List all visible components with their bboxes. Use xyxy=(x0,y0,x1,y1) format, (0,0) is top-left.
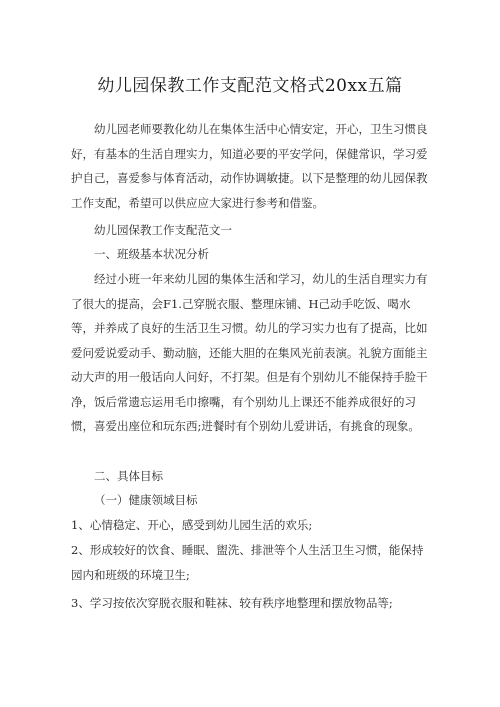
heading-health-goals: （一）健康领域目标 xyxy=(94,493,198,507)
goal-item-2-text: 2、形成较好的饮食、睡眠、盥洗、排泄等个人生活卫生习惯，能保持园内和班级的环境卫生; xyxy=(71,543,424,582)
goal-item-3-text: 3、学习按依次穿脱衣服和鞋袜、较有秩序地整理和摆放物品等; xyxy=(71,596,393,610)
goal-item-3 xyxy=(71,591,433,616)
intro-text: 幼儿园老师要教化幼儿在集体生活中心情安定，开心，卫生习惯良好，有基本的生活自理实力，知道必要的平安学问，保健常识，学习爱护自己，喜爱参与体育活动，动作协调敏捷。以下是整理的幼儿园保教工作支配，希望可以供应应大家进行参考和借鉴。 xyxy=(71,122,428,210)
analysis-paragraph xyxy=(71,267,433,439)
analysis-text: 经过小班一年来幼儿园的集体生活和学习，幼儿的生活自理实力有了很大的提高，会F1.己穿脱衣服、整理床铺、H己动手吃饭、喝水等，并养成了良好的生活卫生习惯。幼儿的学习实力也有了提高，比如爱问爱说爱动手、勤动脑，还能大胆的在集风光前表演。礼貌方面能主动大声的用一般话向人问好，不打架。但是有个别幼儿不能保持手脸干净，饭后常遗忘运用毛巾擦嘴，有个别幼儿上课还不能养成很好的习惯，喜爱出座位和玩东西;进餐时有个别幼儿爱讲话，有挑食的现象。 xyxy=(71,272,428,433)
document-title: 幼儿园保教工作支配范文格式20xx五篇 xyxy=(97,76,403,96)
goal-item-2 xyxy=(71,538,433,587)
heading-class-analysis: 一、班级基本状况分析 xyxy=(94,247,209,261)
heading-specific-goals: 二、具体目标 xyxy=(94,469,163,483)
goal-item-1-text: 1、心情稳定、开心，感受到幼儿园生活的欢乐; xyxy=(71,518,313,532)
goal-item-1 xyxy=(71,513,433,538)
section-title: 幼儿园保教工作支配范文一 xyxy=(94,223,232,237)
intro-paragraph xyxy=(71,117,433,215)
